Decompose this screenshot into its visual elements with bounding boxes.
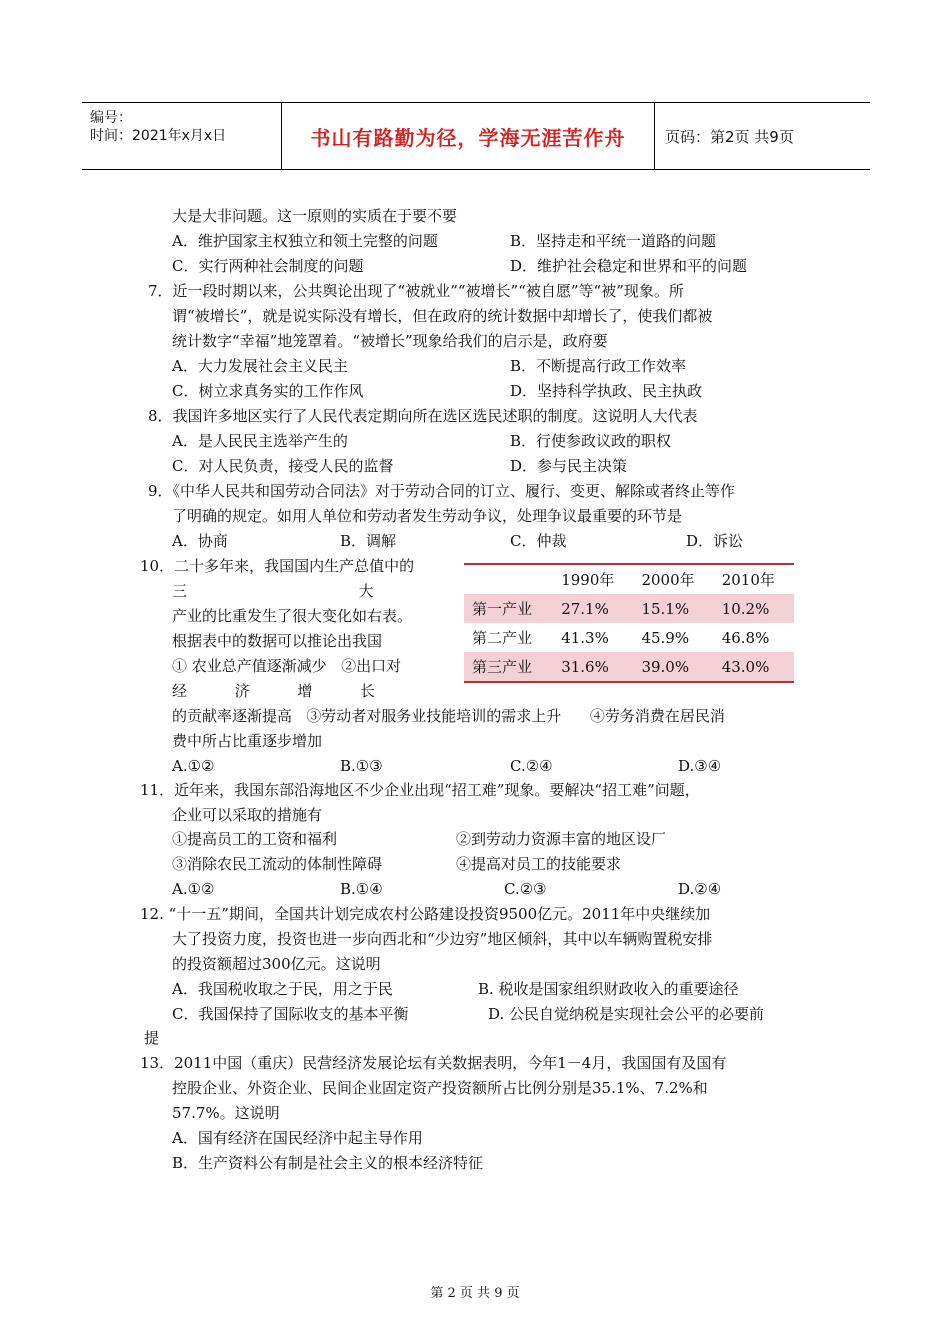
table-cell: 15.1% bbox=[633, 594, 713, 623]
question-9: 9．《中华人民共和国劳动合同法》对于劳动合同的订立、履行、变更、解除或者终止等作 bbox=[148, 482, 736, 500]
time-label: 时间：2021年x月x日 bbox=[90, 128, 227, 144]
option-a: A．国有经济在国民经济中起主导作用 bbox=[172, 1129, 423, 1147]
option-b: B．生产资料公有制是社会主义的根本经济特征 bbox=[172, 1154, 484, 1172]
option-a: A.①② bbox=[172, 757, 215, 775]
row-label: 第一产业 bbox=[464, 594, 553, 623]
table-cell: 39.0% bbox=[633, 652, 713, 682]
text-line: 57.7%。这说明 bbox=[172, 1104, 280, 1122]
option-a: A．大力发展社会主义民主 bbox=[172, 357, 348, 375]
table-row bbox=[464, 652, 794, 682]
year-header: 1990年 bbox=[553, 564, 633, 594]
option-b: B．调解 bbox=[340, 532, 397, 550]
table-cell: 45.9% bbox=[641, 628, 690, 647]
year-header: 2000年 bbox=[633, 564, 713, 594]
option-b: B．不断提高行政工作效率 bbox=[510, 357, 687, 375]
text-line: 了明确的规定。如用人单位和劳动者发生劳动争议，处理争议最重要的环节是 bbox=[172, 507, 683, 525]
header-meta bbox=[82, 103, 282, 169]
table-cell: 10.2% bbox=[714, 594, 794, 623]
option-a: A．维护国家主权独立和领土完整的问题 bbox=[172, 232, 438, 250]
row-label: 第二产业 bbox=[472, 629, 533, 647]
option-a: A．协商 bbox=[172, 532, 228, 550]
text-line: 企业可以采取的措施有 bbox=[172, 806, 323, 824]
option-c: C．我国保持了国际收支的基本平衡 bbox=[172, 1005, 409, 1023]
page-header bbox=[82, 102, 870, 170]
option-c: C.②④ bbox=[510, 757, 553, 775]
table-header-row bbox=[464, 564, 794, 594]
text-line: ②到劳动力资源丰富的地区设厂 bbox=[456, 830, 667, 848]
option-a: A．我国税收取之于民，用之于民 bbox=[172, 980, 393, 998]
option-c: C．对人民负责，接受人民的监督 bbox=[172, 457, 394, 475]
text-line: ④提高对员工的技能要求 bbox=[456, 855, 622, 873]
table-cell: 31.6% bbox=[553, 652, 633, 682]
table-corner bbox=[464, 564, 553, 594]
option-d: D．参与民主决策 bbox=[510, 457, 628, 475]
text-line: ③消除农民工流动的体制性障碍 bbox=[172, 855, 383, 873]
number-label: 编号： bbox=[90, 110, 132, 126]
header-motto: 书山有路勤为径，学海无涯苦作舟 bbox=[282, 103, 655, 169]
option-d: D.③④ bbox=[678, 757, 722, 775]
text-line: 提 bbox=[144, 1029, 160, 1047]
question-13: 13．2011中国（重庆）民营经济发展论坛有关数据表明，今年1－4月，我国国有及国有 bbox=[140, 1054, 727, 1072]
text-line: 产业的比重发生了很大变化如右表。 bbox=[172, 607, 413, 625]
table-cell: 27.1% bbox=[553, 594, 633, 623]
text-line: 的贡献率逐渐提高 ③劳动者对服务业技能培训的需求上升 ④劳务消费在居民消 bbox=[172, 707, 725, 725]
header-page-label: 页码：第2页 共9页 bbox=[665, 127, 794, 146]
option-b: B.①④ bbox=[340, 880, 383, 898]
option-c: C．仲裁 bbox=[510, 532, 567, 550]
option-d: D．维护社会稳定和世界和平的问题 bbox=[510, 257, 748, 275]
industry-table bbox=[464, 563, 794, 683]
option-a: A.①② bbox=[172, 880, 215, 898]
text-line: 控股企业、外资企业、民间企业固定资产投资额所占比例分别是35.1%、7.2%和 bbox=[172, 1079, 708, 1097]
option-c: C.②③ bbox=[504, 880, 547, 898]
table-cell: 46.8% bbox=[721, 628, 770, 647]
question-10: 10．二十多年来，我国国内生产总值中的 bbox=[140, 557, 415, 575]
question-11: 11．近年来，我国东部沿海地区不少企业出现“招工难”现象。要解决“招工难”问题， bbox=[140, 781, 700, 799]
option-d: D.②④ bbox=[678, 880, 722, 898]
text-line: 大了投资力度，投资也进一步向西北和“少边穷”地区倾斜，其中以车辆购置税安排 bbox=[172, 930, 713, 948]
option-b: B. 税收是国家组织财政收入的重要途径 bbox=[478, 980, 739, 998]
year-header: 2010年 bbox=[714, 564, 794, 594]
text-line: 三 大 bbox=[172, 582, 374, 600]
option-b: B.①③ bbox=[340, 757, 383, 775]
table-cell: 43.0% bbox=[714, 652, 794, 682]
table-row bbox=[464, 594, 794, 623]
text-line: 统计数字“幸福”地笼罩着。“被增长”现象给我们的启示是，政府要 bbox=[172, 332, 608, 350]
text-line: ①提高员工的工资和福利 bbox=[172, 830, 338, 848]
text-line: 的投资额超过300亿元。这说明 bbox=[172, 955, 381, 973]
text-line: 经 济 增 长 bbox=[172, 682, 376, 700]
question-8: 8．我国许多地区实行了人民代表定期向所在选区选民述职的制度。这说明人大代表 bbox=[148, 407, 698, 425]
option-d: D．诉讼 bbox=[686, 532, 744, 550]
row-label: 第三产业 bbox=[464, 652, 553, 682]
option-d: D．坚持科学执政、民主执政 bbox=[510, 382, 703, 400]
option-b: B．行使参政议政的职权 bbox=[510, 432, 672, 450]
option-a: A．是人民民主选举产生的 bbox=[172, 432, 348, 450]
text-line: 谓“被增长”，就是说实际没有增长，但在政府的统计数据中却增长了，使我们都被 bbox=[172, 307, 713, 325]
text-line: 根据表中的数据可以推论出我国 bbox=[172, 632, 383, 650]
text-line: 大是大非问题。这一原则的实质在于要不要 bbox=[172, 207, 458, 225]
table-cell: 41.3% bbox=[561, 628, 609, 647]
text-line: ① 农业总产值逐渐减少 ②出口对 bbox=[172, 657, 402, 675]
question-12: 12. “十一五”期间，全国共计划完成农村公路建设投资9500亿元。2011年中央继续加 bbox=[140, 905, 711, 923]
option-c: C．实行两种社会制度的问题 bbox=[172, 257, 364, 275]
text-line: 费中所占比重逐步增加 bbox=[172, 732, 323, 750]
option-c: C．树立求真务实的工作作风 bbox=[172, 382, 364, 400]
option-b: B．坚持走和平统一道路的问题 bbox=[510, 232, 717, 250]
table-row bbox=[464, 623, 794, 652]
page-footer: 第 2 页 共 9 页 bbox=[430, 1286, 520, 1301]
option-d: D. 公民自觉纳税是实现社会公平的必要前 bbox=[488, 1005, 765, 1023]
question-7: 7．近一段时期以来，公共舆论出现了“被就业”“被增长”“被自愿”等“被”现象。所 bbox=[148, 282, 684, 300]
